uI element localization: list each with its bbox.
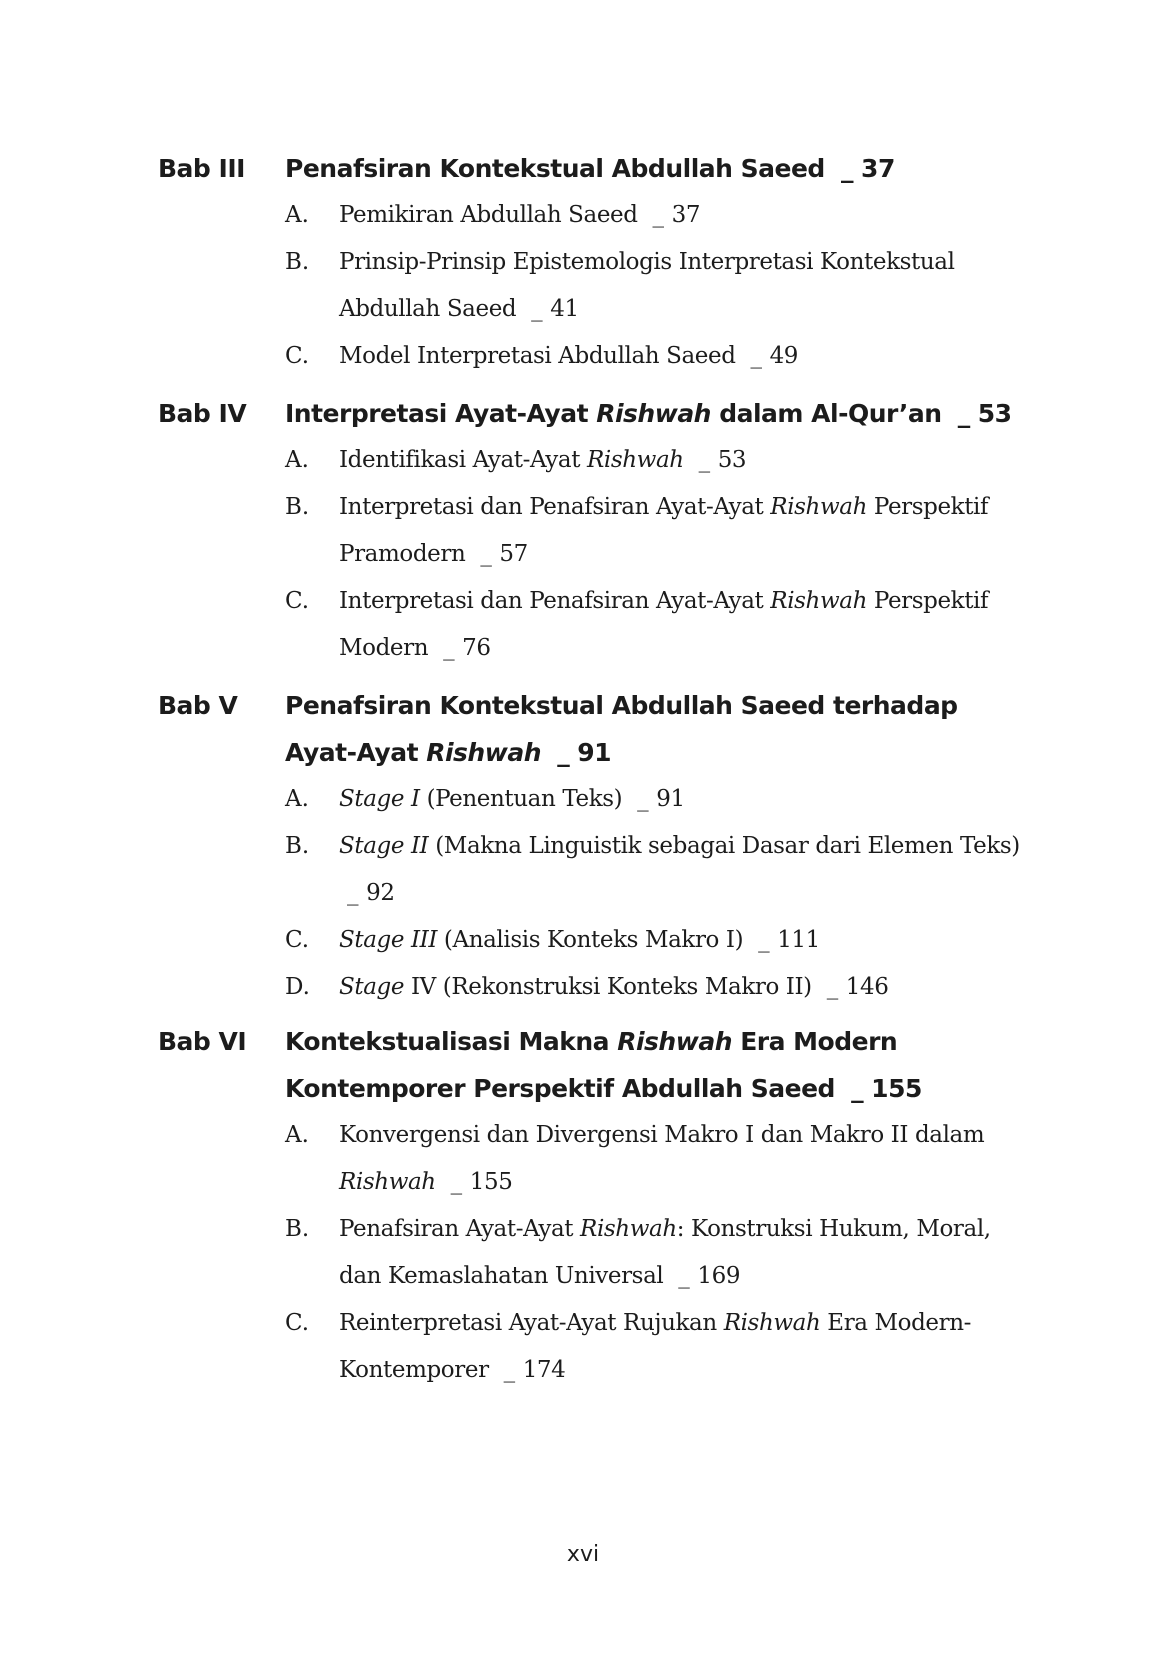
text-run: Interpretasi dan Penafsiran Ayat-Ayat	[339, 494, 771, 520]
section-title	[339, 578, 1029, 672]
chapter-title	[285, 390, 1035, 437]
chapter-entry	[0, 682, 1166, 1011]
section-title	[339, 1206, 1029, 1300]
text-run: Penafsiran Kontekstual Abdullah Saeed terhadap Ayat-Ayat	[285, 691, 958, 767]
italic-text: Rishwah	[580, 1216, 677, 1242]
text-run: Perspektif Modern	[339, 588, 989, 661]
italic-text: Rishwah	[617, 1027, 732, 1056]
section-title	[339, 239, 1029, 333]
italic-text: Rishwah	[426, 738, 541, 767]
italic-text: Rishwah	[339, 1169, 436, 1195]
text-run: Interpretasi Ayat-Ayat	[285, 399, 597, 428]
chapter-entry	[0, 390, 1166, 672]
leader-separator: _	[957, 399, 970, 428]
page-ref: 37	[671, 202, 701, 228]
leader-separator: _	[450, 1169, 462, 1195]
leader-separator: _	[841, 154, 854, 183]
page-ref: 169	[697, 1263, 741, 1289]
section-letter: B.	[285, 494, 310, 520]
text-run: (Penentuan Teks)	[419, 786, 623, 812]
italic-text: Rishwah	[596, 399, 711, 428]
leader-separator: _	[758, 927, 770, 953]
chapter-title	[285, 145, 1035, 192]
section-item	[0, 1112, 1166, 1206]
page-ref: 53	[717, 447, 747, 473]
italic-text: Rishwah	[586, 447, 684, 473]
section-list	[0, 192, 1166, 380]
section-letter: A.	[285, 1122, 309, 1148]
page-ref: 155	[469, 1169, 513, 1195]
section-letter: D.	[285, 974, 310, 1000]
text-run: Era Modern Kontemporer Perspektif Abdullah Saeed	[285, 1027, 898, 1103]
section-title	[339, 917, 1029, 964]
section-item	[0, 917, 1166, 964]
italic-text: Stage II	[339, 833, 429, 859]
page-ref: 146	[845, 974, 889, 1000]
section-title	[339, 333, 1029, 380]
text-run: Prinsip-Prinsip Epistemologis Interpretasi Kontekstual Abdullah Saeed	[339, 249, 955, 322]
text-run: Interpretasi dan Penafsiran Ayat-Ayat	[339, 588, 771, 614]
section-item	[0, 333, 1166, 380]
page-ref: 91	[577, 738, 612, 767]
italic-text: Stage I	[339, 786, 420, 812]
section-title	[339, 1112, 1029, 1206]
chapter-label: Bab V	[158, 691, 238, 720]
text-run: (Makna Linguistik sebagai Dasar dari Elemen Teks)	[428, 833, 1020, 859]
leader-separator: _	[637, 786, 649, 812]
section-letter: B.	[285, 1216, 310, 1242]
leader-separator: _	[678, 1263, 690, 1289]
page-ref: 111	[777, 927, 820, 953]
leader-separator: _	[851, 1074, 864, 1103]
section-item	[0, 776, 1166, 823]
page-ref: 91	[656, 786, 685, 812]
section-letter: C.	[285, 927, 310, 953]
section-item	[0, 1206, 1166, 1300]
italic-text: Stage III	[339, 927, 438, 953]
section-title	[339, 776, 1029, 823]
chapter-title	[285, 682, 1035, 776]
page-ref: 155	[871, 1074, 922, 1103]
text-run: (Analisis Konteks Makro I)	[437, 927, 744, 953]
italic-text: Rishwah	[723, 1310, 821, 1336]
text-run: Konvergensi dan Divergensi Makro I dan Makro II dalam	[339, 1122, 985, 1148]
leader-separator: _	[652, 202, 664, 228]
leader-separator: _	[557, 738, 570, 767]
text-run: Kontekstualisasi Makna	[285, 1027, 618, 1056]
italic-text: Rishwah	[770, 494, 867, 520]
chapter-label: Bab III	[158, 154, 245, 183]
text-run: Penafsiran Ayat-Ayat	[339, 1216, 581, 1242]
section-letter: A.	[285, 786, 309, 812]
text-run: Pemikiran Abdullah Saeed	[339, 202, 638, 228]
text-run: Penafsiran Kontekstual Abdullah Saeed	[285, 154, 825, 183]
page-ref: 53	[977, 399, 1012, 428]
section-item	[0, 823, 1166, 917]
section-title	[339, 192, 1029, 239]
italic-text: Stage	[339, 974, 405, 1000]
page-ref: 174	[522, 1357, 566, 1383]
chapter-title	[285, 1018, 1035, 1112]
section-title	[339, 964, 1029, 1011]
leader-separator: _	[480, 541, 492, 567]
section-item	[0, 239, 1166, 333]
section-letter: C.	[285, 588, 310, 614]
section-letter: A.	[285, 447, 309, 473]
page-ref: 92	[366, 880, 395, 906]
chapter-label: Bab VI	[158, 1027, 247, 1056]
leader-separator: _	[698, 447, 710, 473]
section-item	[0, 484, 1166, 578]
section-letter: C.	[285, 1310, 310, 1336]
page-ref: 57	[499, 541, 528, 567]
section-title	[339, 1300, 1029, 1394]
section-item	[0, 192, 1166, 239]
section-letter: B.	[285, 833, 310, 859]
section-item	[0, 964, 1166, 1011]
text-run: Perspektif Pramodern	[339, 494, 989, 567]
chapter-entry	[0, 1018, 1166, 1394]
section-letter: B.	[285, 249, 310, 275]
page-ref: 37	[861, 154, 895, 183]
leader-separator: _	[503, 1357, 515, 1383]
section-item	[0, 1300, 1166, 1394]
section-title	[339, 437, 1029, 484]
text-run: dalam Al-Qur’an	[710, 399, 942, 428]
leader-separator: _	[826, 974, 838, 1000]
section-title	[339, 823, 1029, 917]
chapter-label: Bab IV	[158, 399, 247, 428]
page-ref: 49	[769, 343, 799, 369]
leader-separator: _	[347, 880, 359, 906]
section-list	[0, 437, 1166, 672]
italic-text: Rishwah	[770, 588, 867, 614]
page-ref: 76	[462, 635, 491, 661]
section-list	[0, 1112, 1166, 1394]
section-title	[339, 484, 1029, 578]
chapter-entry	[0, 145, 1166, 380]
section-letter: C.	[285, 343, 310, 369]
page-ref: 41	[550, 296, 579, 322]
leader-separator: _	[531, 296, 543, 322]
leader-separator: _	[750, 343, 762, 369]
text-run: Era Modern-Kontemporer	[339, 1310, 972, 1383]
text-run: Reinterpretasi Ayat-Ayat Rujukan	[339, 1310, 724, 1336]
leader-separator: _	[443, 635, 455, 661]
text-run: Model Interpretasi Abdullah Saeed	[339, 343, 736, 369]
page-number: xvi	[566, 1542, 600, 1567]
section-item	[0, 437, 1166, 484]
section-list	[0, 776, 1166, 1011]
text-run: : Konstruksi Hukum, Moral, dan Kemaslahatan Universal	[339, 1216, 991, 1289]
section-letter: A.	[285, 202, 309, 228]
section-item	[0, 578, 1166, 672]
text-run: Identifikasi Ayat-Ayat	[339, 447, 587, 473]
text-run: IV (Rekonstruksi Konteks Makro II)	[404, 974, 812, 1000]
